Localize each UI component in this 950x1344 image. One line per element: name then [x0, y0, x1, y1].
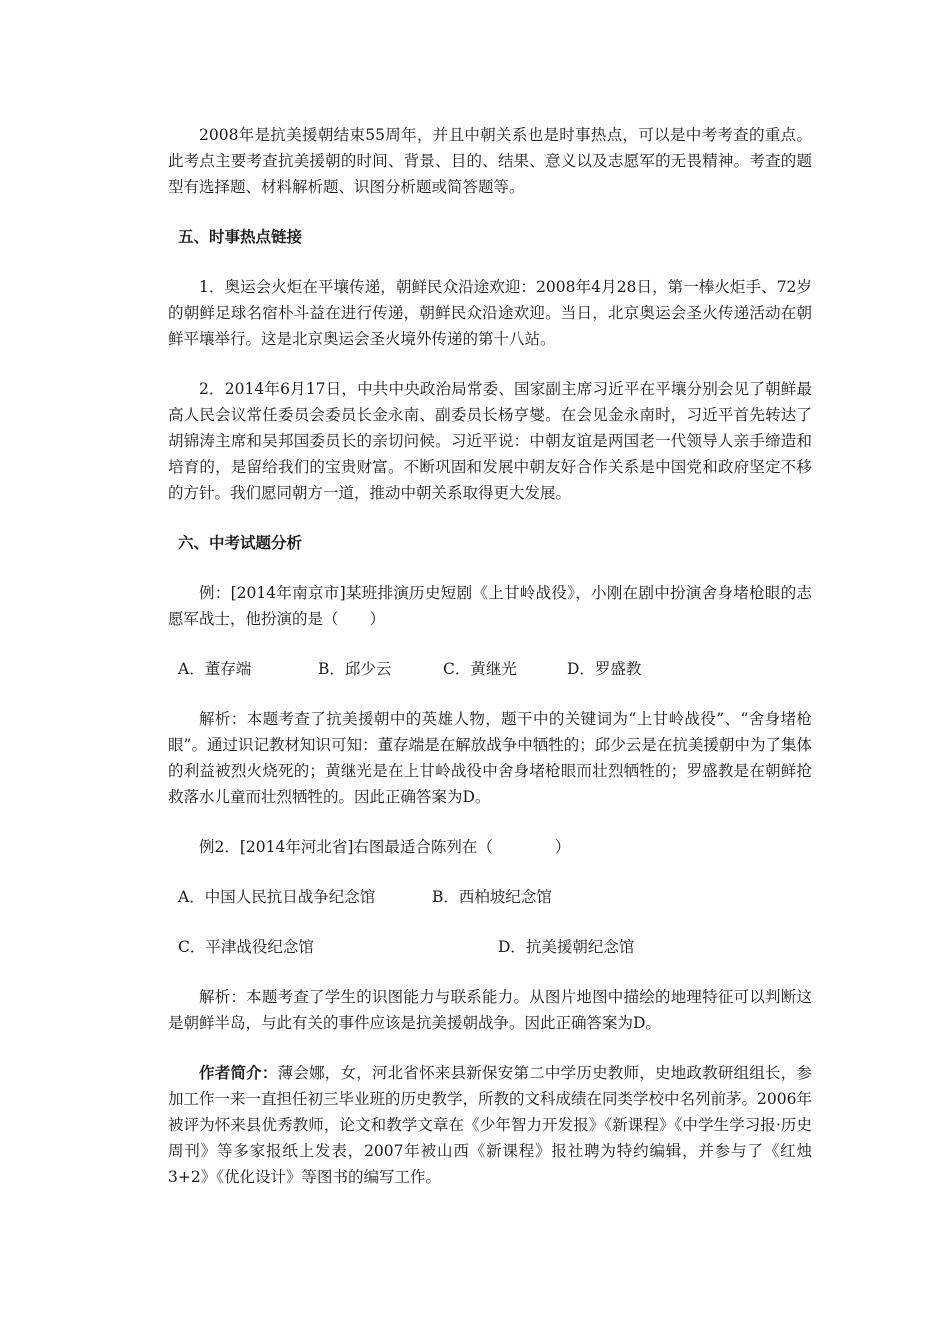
- section-heading-exam-analysis: 六、中考试题分析: [178, 533, 303, 552]
- example-2-option-d: D．抗美援朝纪念馆: [498, 938, 635, 956]
- document-page: [168, 122, 812, 1190]
- example-1-option-b: B．邱少云: [318, 660, 392, 678]
- current-event-item-2: 2．2014年6月17日，中共中央政治局常委、国家副主席习近平在平壤分别会见了朝鲜最高人民会议常任委员会委员长金永南、副委员长杨亨燮。在会见金永南时，习近平首先转达了胡锦涛主席和吴邦国委员长的亲切问候。习近平说：中朝友谊是两国老一代领导人亲手缔造和培育的，是留给我们的宝贵财富。不断巩固和发展中朝友好合作关系是中国党和政府坚定不移的方针。我们愿同朝方一道，推动中朝关系取得更大发展。: [168, 380, 812, 502]
- example-2-options-row-1: [178, 884, 812, 910]
- example-1-option-c: C．黄继光: [443, 660, 517, 678]
- example-2-options-row-2: [178, 934, 812, 960]
- example-1-analysis: 解析：本题考查了抗美援朝中的英雄人物，题干中的关键词为“上甘岭战役”、“舍身堵枪眼”。通过识记教材知识可知：董存端是在解放战争中牺牲的；邱少云是在抗美援朝中为了集体的利益被烈火烧死的；黄继光是在上甘岭战役中舍身堵枪眼而壮烈牺牲的；罗盛教是在朝鲜抢救落水儿童而壮烈牺牲的。因此正确答案为D。: [168, 710, 812, 806]
- author-bio-label: 作者简介：: [199, 1063, 278, 1082]
- intro-paragraph: 2008年是抗美援朝结束55周年，并且中朝关系也是时事热点，可以是中考考查的重点。此考点主要考查抗美援朝的时间、背景、目的、结果、意义以及志愿军的无畏精神。考查的题型有选择题、材料解析题、识图分析题或简答题等。: [168, 126, 812, 196]
- section-heading-current-events: 五、时事热点链接: [178, 227, 303, 246]
- example-1-options: [178, 656, 812, 682]
- example-2-question: 例2．[2014年河北省]右图最适合陈列在（ ）: [199, 838, 571, 856]
- example-2-option-c: C．平津战役纪念馆: [178, 938, 314, 956]
- example-1-option-a: A．董存端: [178, 660, 252, 678]
- author-bio: [168, 1060, 812, 1190]
- example-2-analysis: 解析：本题考查了学生的识图能力与联系能力。从图片地图中描绘的地理特征可以判断这是朝鲜半岛，与此有关的事件应该是抗美援朝战争。因此正确答案为D。: [168, 988, 812, 1032]
- example-2-option-b: B．西柏坡纪念馆: [432, 888, 552, 906]
- current-event-item-1: 1．奥运会火炬在平壤传递，朝鲜民众沿途欢迎：2008年4月28日，第一棒火炬手、72岁的朝鲜足球名宿朴斗益在进行传递，朝鲜民众沿途欢迎。当日，北京奥运会圣火传递活动在朝鲜平壤举行。这是北京奥运会圣火境外传递的第十八站。: [168, 278, 812, 348]
- example-1-option-d: D．罗盛教: [567, 660, 642, 678]
- example-2-option-a: A．中国人民抗日战争纪念馆: [178, 888, 376, 906]
- author-bio-text: 薄会娜，女，河北省怀来县新保安第二中学历史教师，史地政教研组组长，参加工作一来一直担任初三毕业班的历史教学，所教的文科成绩在同类学校中名列前茅。2006年被评为怀来县优秀教师，论文和教学文章在《少年智力开发报》《新课程》《中学生学习报·历史周刊》等多家报纸上发表，2007年被山西《新课程》报社聘为特约编辑，并参与了《红烛3+2》《优化设计》等图书的编写工作。: [168, 1064, 812, 1186]
- example-1-question: 例：[2014年南京市]某班排演历史短剧《上甘岭战役》，小刚在剧中扮演舍身堵枪眼的志愿军战士，他扮演的是（ ）: [168, 584, 812, 628]
